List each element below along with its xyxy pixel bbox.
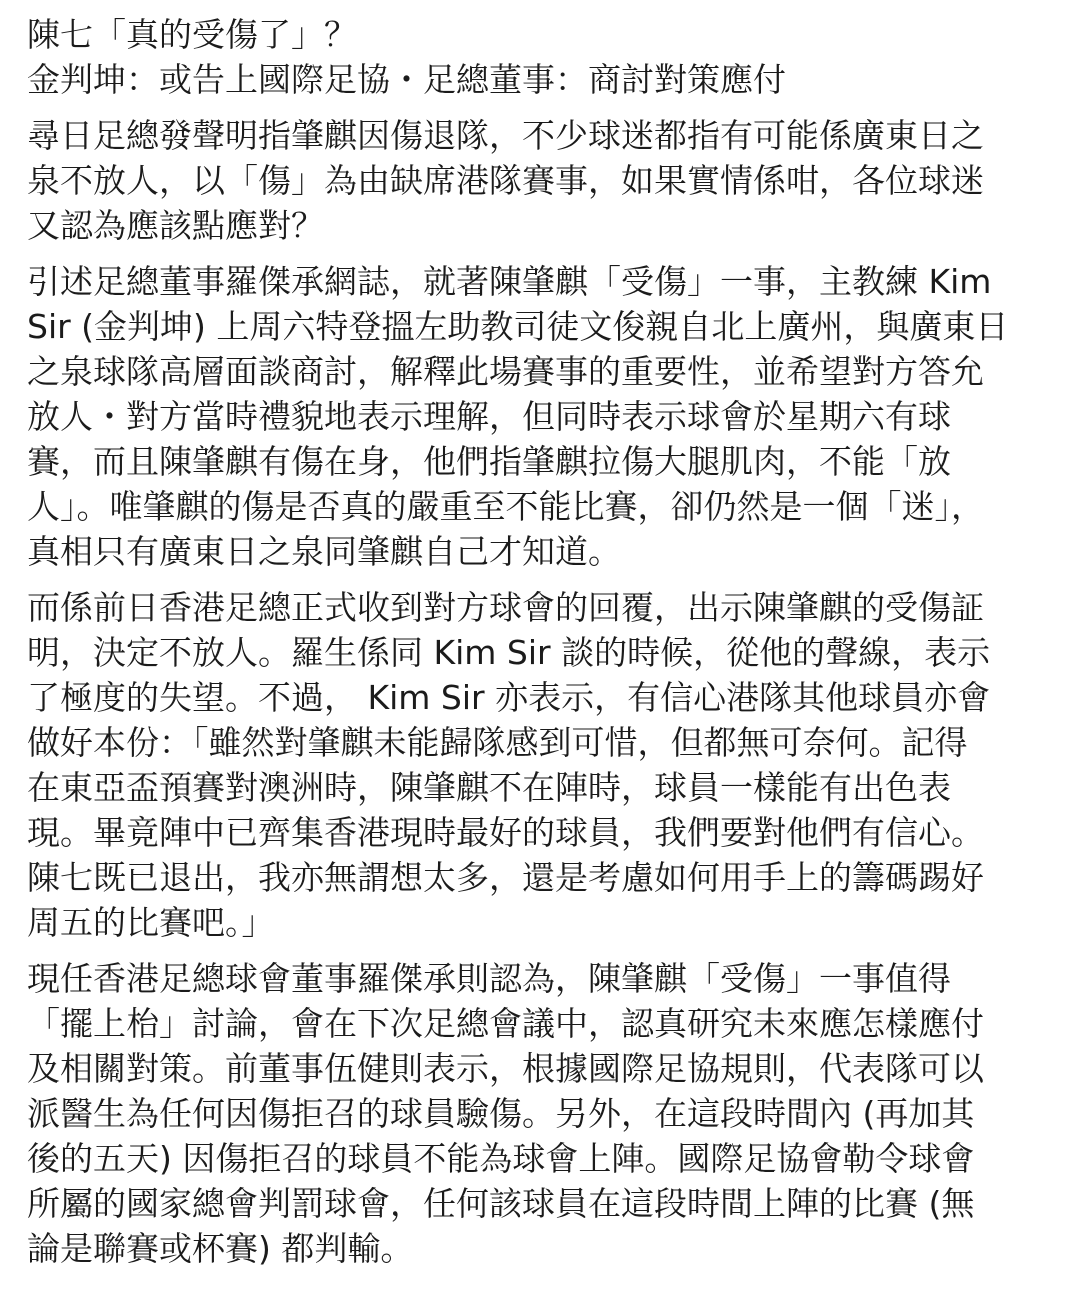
text-line: 現。畢竟陣中已齊集香港現時最好的球員，我們要對他們有信心。 (27, 813, 984, 852)
paragraph (27, 113, 1067, 248)
text-line: 論是聯賽或杯賽) 都判輸。 (27, 1229, 414, 1268)
article-headline (27, 12, 1067, 102)
text-line: 引述足總董事羅傑承網誌，就著陳肇麒「受傷」一事，主教練 Kim (27, 262, 992, 301)
text-line: 陳七既已退出，我亦無謂想太多，還是考慮如何用手上的籌碼踢好 (27, 858, 984, 897)
text-line: 泉不放人，以「傷」為由缺席港隊賽事，如果實情係咁，各位球迷 (27, 161, 984, 200)
text-line: 做好本份：「雖然對肇麒未能歸隊感到可惜，但都無可奈何。記得 (27, 723, 968, 762)
paragraph (27, 956, 1067, 1271)
text-line: 又認為應該點應對？ (27, 206, 324, 245)
text-line: 現任香港足總球會董事羅傑承則認為，陳肇麒「受傷」一事值得 (27, 959, 951, 998)
headline-line: 金判坤：或告上國際足協・足總董事：商討對策應付 (27, 60, 786, 99)
text-line: 真相只有廣東日之泉同肇麒自己才知道。 (27, 532, 621, 571)
article-post (27, 12, 1067, 1271)
text-line: 尋日足總發聲明指肇麒因傷退隊，不少球迷都指有可能係廣東日之 (27, 116, 984, 155)
text-line: 所屬的國家總會判罰球會，任何該球員在這段時間上陣的比賽 (無 (27, 1184, 975, 1223)
text-line: 而係前日香港足總正式收到對方球會的回覆，出示陳肇麒的受傷証 (27, 588, 984, 627)
text-line: 明，決定不放人。羅生係同 Kim Sir 談的時候，從他的聲線，表示 (27, 633, 991, 672)
paragraph (27, 259, 1067, 574)
text-line: 了極度的失望。不過， Kim Sir 亦表示，有信心港隊其他球員亦會 (27, 678, 991, 717)
text-line: 賽，而且陳肇麒有傷在身，他們指肇麒拉傷大腿肌肉，不能「放 (27, 442, 951, 481)
paragraph (27, 585, 1067, 945)
text-line: 「擺上枱」討論，會在下次足總會議中，認真研究未來應怎樣應付 (27, 1004, 984, 1043)
text-line: 之泉球隊高層面談商討，解釋此場賽事的重要性，並希望對方答允 (27, 352, 984, 391)
text-line: 周五的比賽吧。」 (27, 903, 275, 942)
text-line: 派醫生為任何因傷拒召的球員驗傷。另外，在這段時間內 (再加其 (27, 1094, 975, 1133)
text-line: 放人・對方當時禮貌地表示理解，但同時表示球會於星期六有球 (27, 397, 951, 436)
text-line: 及相關對策。前董事伍健則表示，根據國際足協規則，代表隊可以 (27, 1049, 984, 1088)
text-line: 人」。唯肇麒的傷是否真的嚴重至不能比賽，卻仍然是一個「迷」， (27, 487, 984, 526)
text-line: Sir (金判坤) 上周六特登搵左助教司徒文俊親自北上廣州，與廣東日 (27, 307, 1009, 346)
headline-line: 陳七「真的受傷了」？ (27, 15, 357, 54)
text-line: 在東亞盃預賽對澳洲時，陳肇麒不在陣時，球員一樣能有出色表 (27, 768, 951, 807)
text-line: 後的五天) 因傷拒召的球員不能為球會上陣。國際足協會勒令球會 (27, 1139, 975, 1178)
